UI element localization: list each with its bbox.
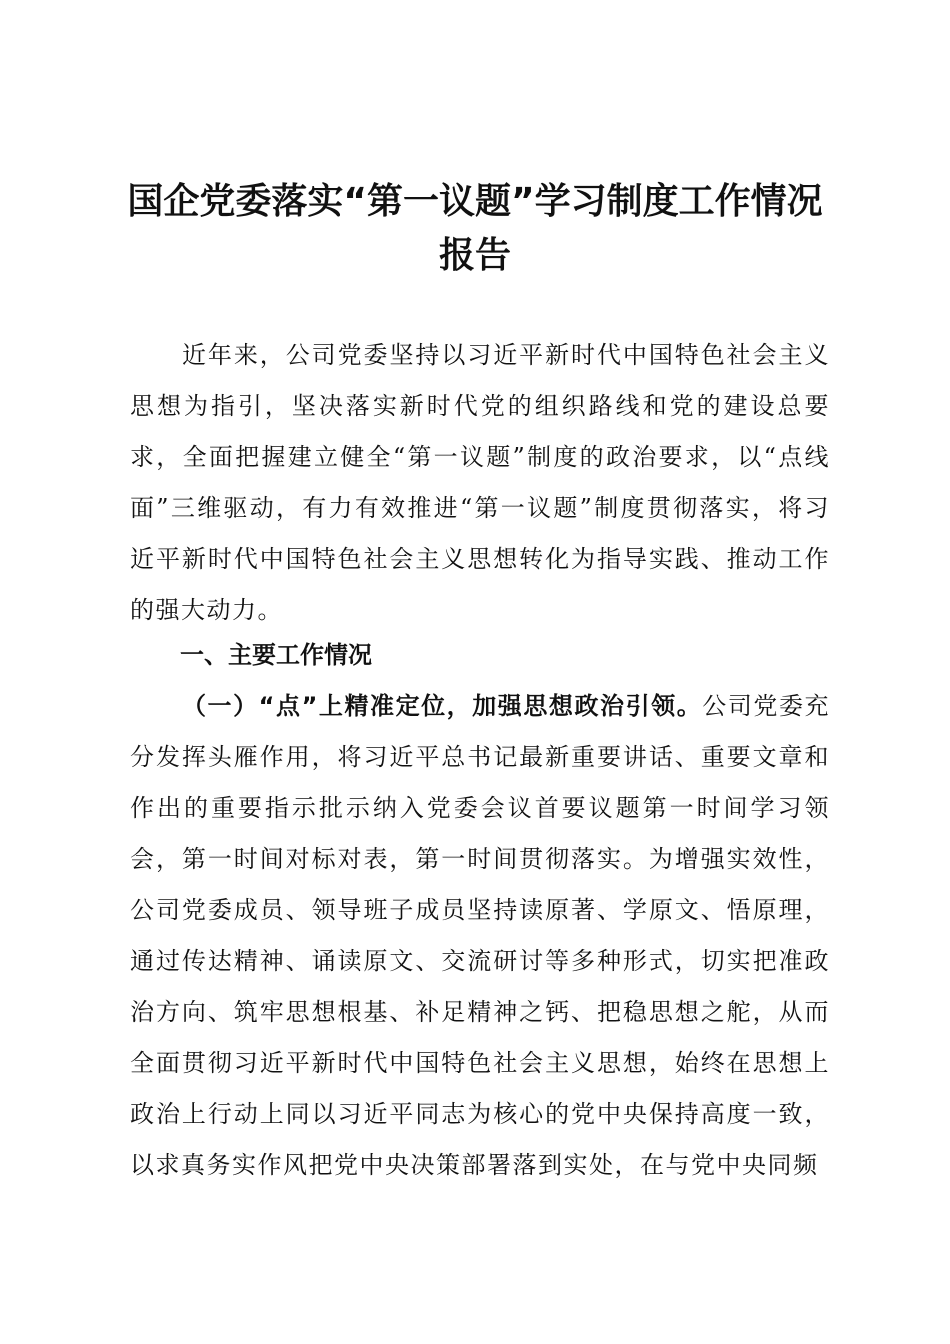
subsection-heading-1: （一）“点”上精准定位，加强思想政治引领。 (182, 692, 703, 720)
section-heading-main-work: 一、主要工作情况 (180, 641, 372, 669)
intro-paragraph: 近年来，公司党委坚持以习近平新时代中国特色社会主义思想为指引，坚决落实新时代党的组织路线和党的建设总要求，全面把握建立健全“第一议题”制度的政治要求，以“点线面”三维驱动，有力有效推进“第一议题”制度贯彻落实，将习近平新时代中国特色社会主义思想转化为指导实践、推动工作的强大动力。 (130, 341, 830, 624)
document-title-line-1: 国企党委落实“第一议题”学习制度工作情况 (127, 181, 823, 222)
subsection-paragraph-1 (130, 681, 830, 1191)
document-title-line-2: 报告 (438, 235, 511, 276)
subsection-body-1: 公司党委充分发挥头雁作用，将习近平总书记最新重要讲话、重要文章和作出的重要指示批示纳入党委会议首要议题第一时间学习领会，第一时间对标对表，第一时间贯彻落实。为增强实效性，公司党委成员、领导班子成员坚持读原著、学原文、悟原理，通过传达精神、诵读原文、交流研讨等多种形式，切实把准政治方向、筑牢思想根基、补足精神之钙、把稳思想之舵，从而全面贯彻习近平新时代中国特色社会主义思想，始终在思想上政治上行动上同以习近平同志为核心的党中央保持高度一致，以求真务实作风把党中央决策部署落到实处，在与党中央同频 (130, 692, 831, 1179)
